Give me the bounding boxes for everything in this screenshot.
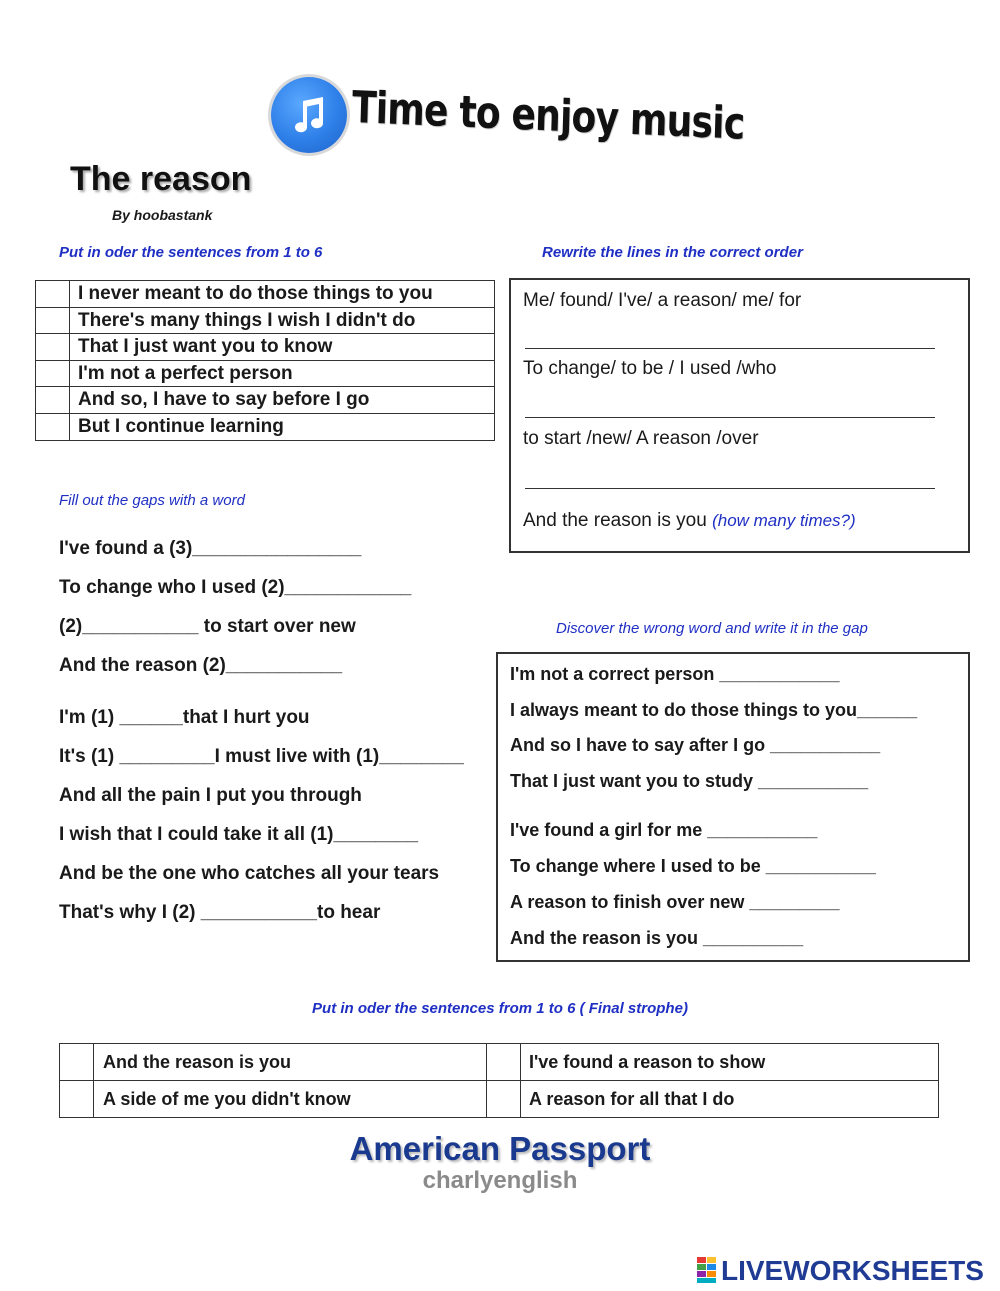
order-row-text: I've found a reason to show: [521, 1044, 939, 1081]
rewrite-box: [509, 278, 970, 553]
gap-line[interactable]: (2)___________ to start over new: [59, 616, 356, 637]
order-input-cell[interactable]: [60, 1044, 94, 1081]
footer-sub: charlyenglish: [422, 1167, 578, 1194]
wrong-word-line[interactable]: I'm not a correct person ____________: [510, 664, 840, 684]
gap-line[interactable]: It's (1) _________I must live with (1)________: [59, 746, 464, 767]
rewrite-item: to start /new/ A reason /over: [523, 428, 759, 449]
music-app-icon: [271, 77, 347, 153]
rewrite-item: Me/ found/ I've/ a reason/ me/ for: [523, 290, 802, 311]
order-row-text: And the reason is you: [94, 1044, 487, 1081]
order-row-text: I never meant to do those things to you: [70, 281, 495, 308]
rewrite-answer-line[interactable]: [525, 488, 935, 489]
liveworksheets-link[interactable]: LIVEWORKSHEETS: [721, 1255, 984, 1286]
order-input-cell[interactable]: [36, 334, 70, 361]
wrong-word-line[interactable]: That I just want you to study ___________: [510, 771, 869, 791]
rewrite-final-text: And the reason is you: [523, 510, 707, 531]
order-input-cell[interactable]: [36, 361, 70, 387]
wrong-word-line[interactable]: And so I have to say after I go ___________: [510, 735, 881, 755]
order-input-cell[interactable]: [487, 1044, 521, 1081]
order-input-cell[interactable]: [36, 387, 70, 414]
section2-instruction: Rewrite the lines in the correct order: [542, 244, 803, 261]
section5-instruction: Put in oder the sentences from 1 to 6 ( Final strophe): [312, 1000, 688, 1017]
gap-line[interactable]: And the reason (2)___________: [59, 655, 343, 676]
section1-instruction: Put in oder the sentences from 1 to 6: [59, 244, 323, 261]
gap-line[interactable]: I've found a (3)________________: [59, 538, 362, 559]
order-input-cell[interactable]: [36, 414, 70, 441]
order-row-text: And so, I have to say before I go: [70, 387, 495, 414]
header-title: Time to enjoy music: [351, 82, 746, 150]
order-row-text: A side of me you didn't know: [94, 1081, 487, 1118]
wrong-word-line[interactable]: A reason to finish over new _________: [510, 892, 840, 912]
gap-line: And all the pain I put you through: [59, 785, 362, 806]
order-input-cell[interactable]: [487, 1081, 521, 1118]
footer-brand: American Passport: [349, 1130, 651, 1167]
wrong-word-line[interactable]: I've found a girl for me ___________: [510, 820, 818, 840]
rewrite-item: To change/ to be / I used /who: [523, 358, 777, 379]
section3-instruction: Fill out the gaps with a word: [59, 492, 245, 509]
order-input-cell[interactable]: [36, 281, 70, 308]
rewrite-final-line: [523, 510, 856, 532]
liveworksheets-logo-icon: [697, 1257, 717, 1283]
section4-instruction: Discover the wrong word and write it in the gap: [556, 620, 868, 637]
wrong-word-line[interactable]: And the reason is you __________: [510, 928, 804, 948]
gap-line[interactable]: To change who I used (2)____________: [59, 577, 412, 598]
order-row-text: That I just want you to know: [70, 334, 495, 361]
order-input-cell[interactable]: [60, 1081, 94, 1118]
wrong-word-box: [496, 652, 970, 962]
order-table-2: [59, 1043, 939, 1118]
order-row-text: There's many things I wish I didn't do: [70, 308, 495, 334]
order-row-text: But I continue learning: [70, 414, 495, 441]
wrong-word-line[interactable]: To change where I used to be ___________: [510, 856, 876, 876]
order-row-text: A reason for all that I do: [521, 1081, 939, 1118]
gap-line[interactable]: That's why I (2) ___________to hear: [59, 902, 381, 923]
song-title: The reason: [70, 160, 252, 198]
gap-line: And be the one who catches all your tears: [59, 863, 440, 884]
rewrite-answer-line[interactable]: [525, 348, 935, 349]
order-input-cell[interactable]: [36, 308, 70, 334]
order-table-1: [35, 280, 495, 441]
wrong-word-line[interactable]: I always meant to do those things to you______: [510, 700, 918, 720]
song-author: By hoobastank: [112, 207, 213, 223]
rewrite-answer-line[interactable]: [525, 417, 935, 418]
rewrite-final-note: (how many times?): [712, 511, 856, 530]
order-row-text: I'm not a perfect person: [70, 361, 495, 387]
music-note-icon: [285, 91, 333, 139]
gap-line[interactable]: I wish that I could take it all (1)________: [59, 824, 419, 845]
gap-line[interactable]: I'm (1) ______that I hurt you: [59, 707, 310, 728]
